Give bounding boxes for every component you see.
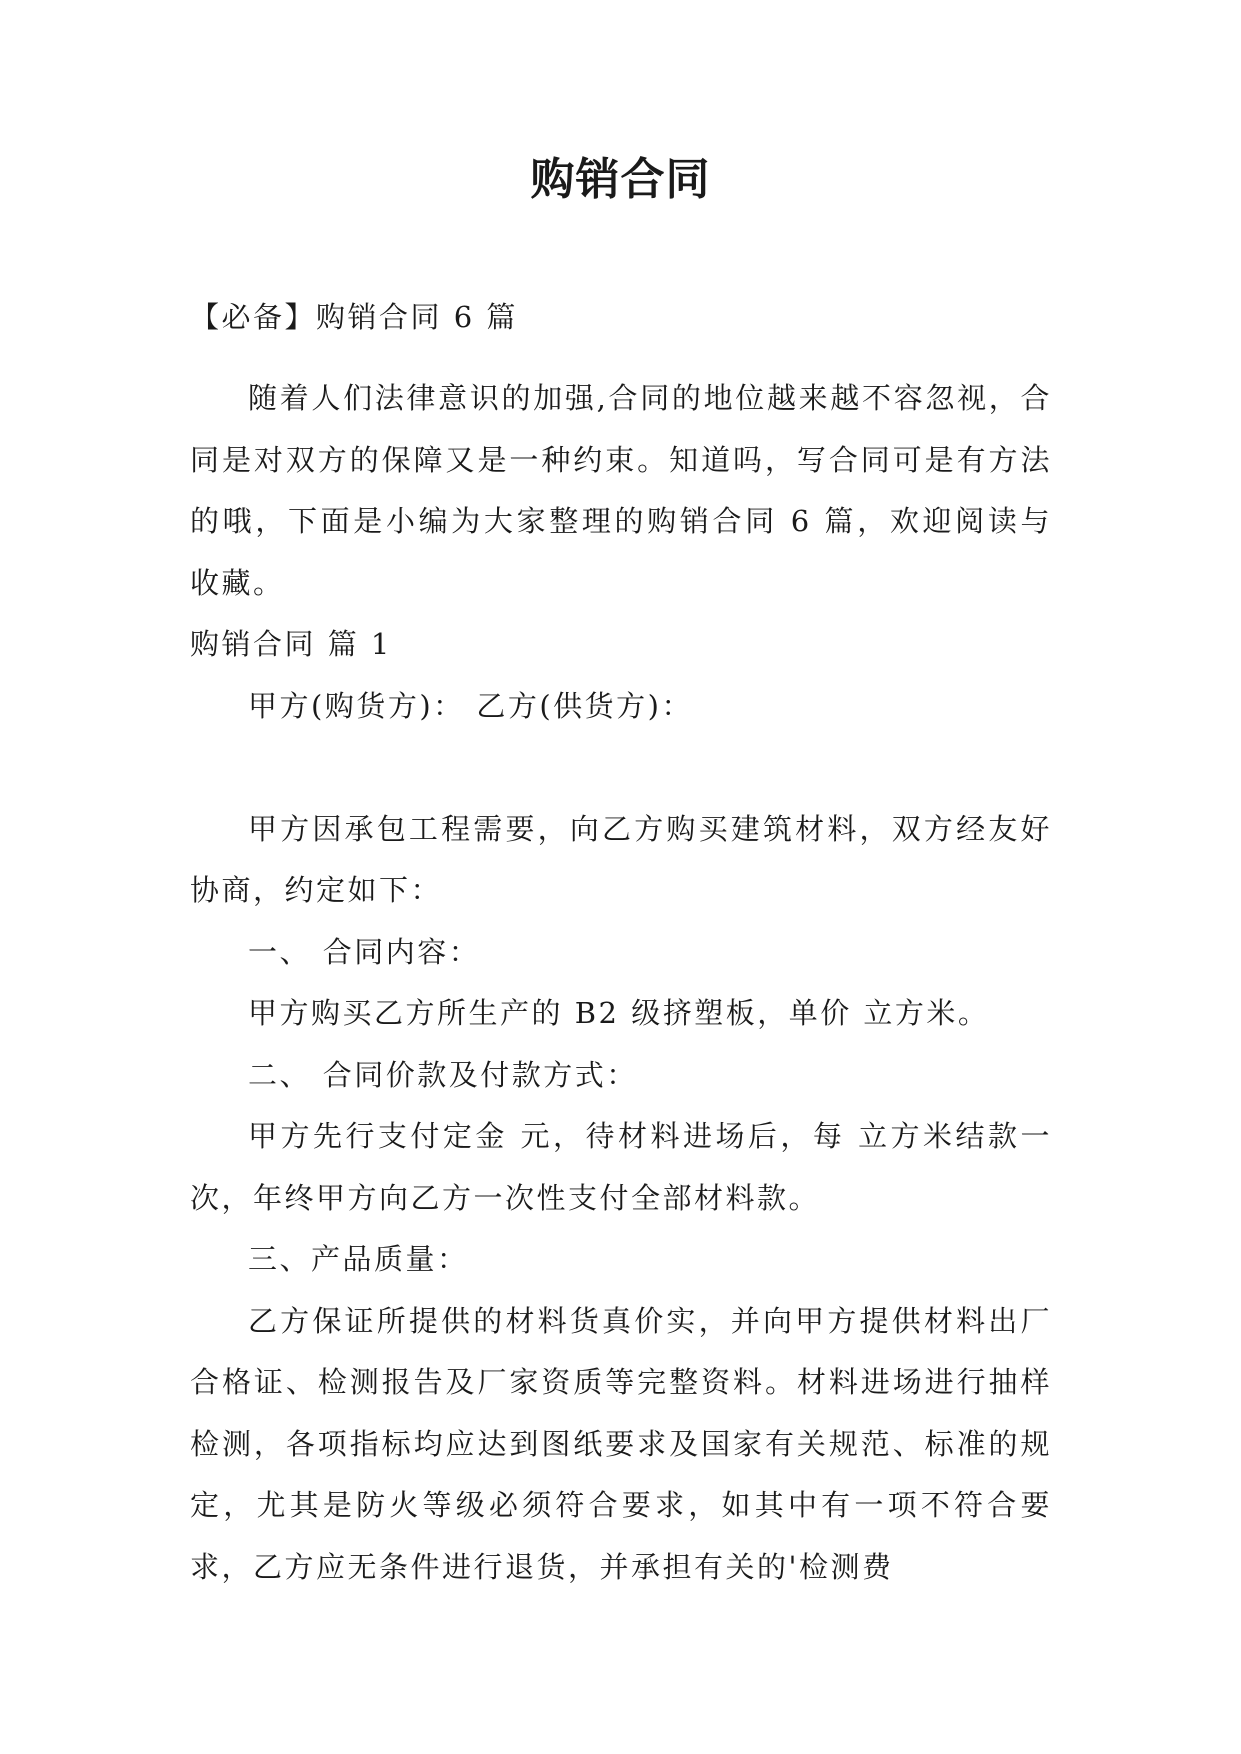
blank-line [190,737,1052,799]
clause-text-2: 甲方先行支付定金 元，待材料进场后，每 立方米结款一次，年终甲方向乙方一次性支付全部材料款。 [190,1119,1052,1215]
clause-heading-2: 二、 合同价款及付款方式： [248,1057,638,1092]
section-heading: 购销合同 篇 1 [190,627,392,661]
clause-text-3: 乙方保证所提供的材料货真价实，并向甲方提供材料出厂合格证、检测报告及厂家资质等完整资料。材料进场进行抽样检测，各项指标均应达到图纸要求及国家有关规范、标准的规定，尤其是防火等级必须符合要求，如其中有一项不符合要求，乙方应无条件进行退货，并承担有关的'检测费 [190,1303,1052,1584]
document-subtitle: 【必备】购销合同 6 篇 [190,300,518,334]
agreement-paragraph: 甲方因承包工程需要，向乙方购买建筑材料，双方经友好协商，约定如下： [190,811,1052,907]
clause-text-1: 甲方购买乙方所生产的 B2 级挤塑板，单价 立方米。 [248,996,990,1030]
parties-line: 甲方(购货方)： 乙方(供货方)： [248,688,693,723]
document-title: 购销合同 [530,154,711,205]
intro-paragraph: 随着人们法律意识的加强,合同的地位越来越不容忽视，合同是对双方的保障又是一种约束。知道吗，写合同可是有方法的哦，下面是小编为大家整理的购销合同 6 篇，欢迎阅读与收藏。 [190,381,1052,600]
document-body [190,368,1052,1598]
clause-heading-3: 三、产品质量： [248,1242,469,1276]
clause-heading-1: 一、 合同内容： [248,934,481,969]
